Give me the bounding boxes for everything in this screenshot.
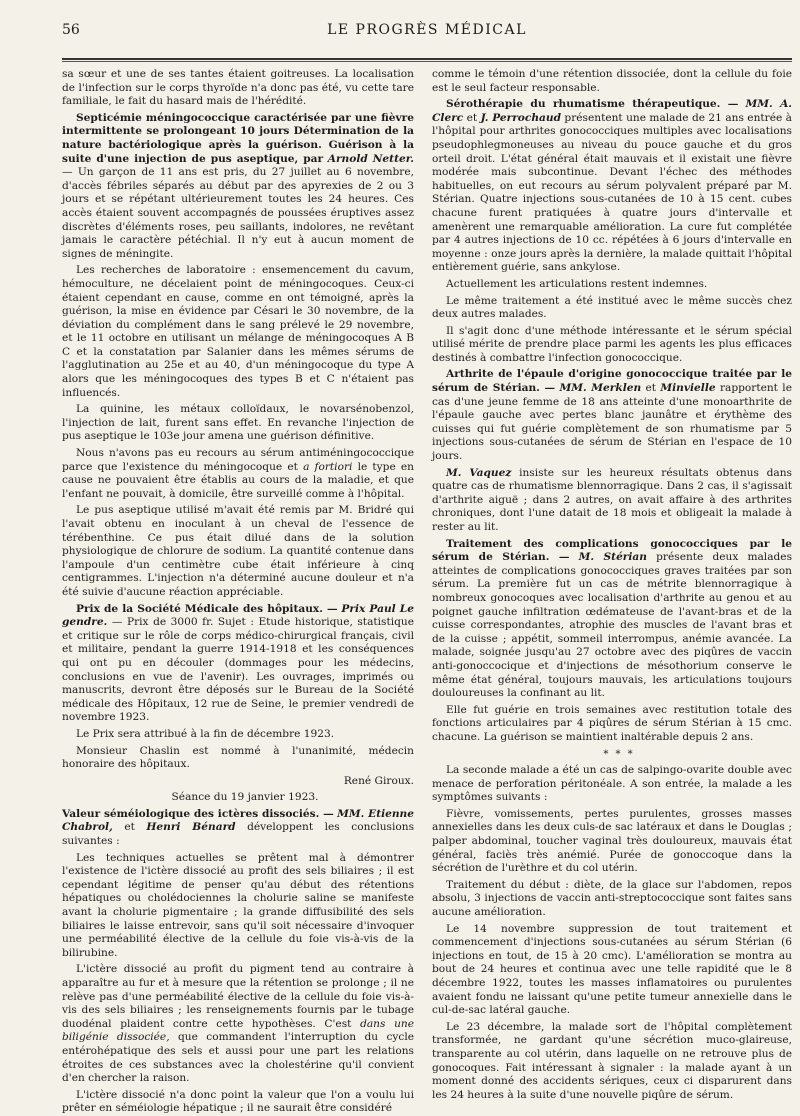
paragraph: La seconde malade a été un cas de salpingo-ovarite double avec menace de perforation péritonéale. A son entrée, la malade a les symptômes suivants : [432, 764, 792, 804]
page-header [62, 22, 792, 44]
paragraph: L'ictère dissocié au profit du pigment tend au contraire à apparaître au fur et à mesure que la rétention se prolonge ; il ne relève pas d'une perméabilité élective de la cellule du foie vis-à-vis des sels biliaires ; les renseignements fournis par le tubage duodénal plaident contre cette hypothèses. C'est dans une biligénie dissociée, que commandent l'interruption du cycle entérohépatique des sels et aussi pour une part les relations étroites de ces substances avec la cholestérine qu'il convient d'en chercher la raison. [62, 963, 415, 1085]
section-epaule: Arthrite de l'épaule d'origine gonococcique traitée par le sérum de Stérian. — MM. Merklen et Minvielle rapportent le cas d'une jeune femme de 18 ans atteinte d'une monoarthrite de l'épaule gauche avec pertes blanc jaunâtre et érythème des cuisses qui fut guérie complètement de son rhumatisme par 5 injections sous-cutanées de sérum de Stérian en l'espace de 10 jours. [432, 368, 792, 463]
paragraph: M. Vaquez insiste sur les heureux résultats obtenus dans quatre cas de rhumatisme blennorragique. Dans 2 cas, il s'agissait d'arthrite aiguë ; dans 2 autres, on avait affaire à des arthrites chroniques, dont l'une datait de 18 mois et obligeait la malade à rester au lit. [432, 466, 792, 533]
section-title: Prix de la Société Médicale des hôpitaux. — [76, 602, 338, 615]
section-text: développent les conclusions suivantes : [62, 821, 415, 848]
section-title: Sérothérapie du rhumatisme thérapeutique. — [446, 98, 739, 111]
paragraph: Le 14 novembre suppression de tout traitement et commencement d'injections sous-cutanées au sérum Stérian (6 injections en tout, de 15 à 20 cmc). L'amélioration se montra au bout de 24 heures et continua avec une telle rapidité que le 8 décembre 1922, toutes les masses inflamatoires ou purulentes avaient fondu ne laissant qu'une petite tumeur annexielle dans le cul-de-sac latéral gauche. [432, 922, 792, 1017]
author: MM. Etienne Chabrol, [62, 807, 414, 834]
section-separator: * * * [603, 748, 635, 760]
paragraph: Il s'agit donc d'une méthode intéressante et le sérum spécial utilisé mérite de prendre place parmi les agents les plus efficaces destinés à combattre l'infection gonococcique. [432, 324, 792, 364]
section-text: — Prix de 3000 fr. Sujet : Etude historique, statistique et critique sur le rôle de corps médico-chirurgical français, civil et militaire, pendant la guerre 1914-1918 et les conséquences qui ont pu en découler (dommages pour les médecins, conclusions en vue de l'avenir). Les ouvrages, imprimés ou manuscrits, devront être déposés sur le Bureau de la Société médicale des Hôpitaux, 12 rue de Seine, le premier vendredi de novembre 1923. [62, 616, 414, 724]
paragraph: La quinine, les métaux colloïdaux, le novarsénobenzol, l'injection de lait, furent sans effet. En revanche l'injection de pus aseptique le 103e jour amena une guérison définitive. [62, 403, 414, 443]
paragraph: Nous n'avons pas eu recours au sérum antiméningococcique parce que l'existence du méningocoque et a fortiori le type en cause ne pouvaient être établis au cours de la maladie, et que l'enfant ne pouvait, à domicile, être surveillé comme à l'hôpital. [62, 447, 414, 500]
author: MM. A. Clerc [432, 98, 792, 124]
paragraph: Fièvre, vomissements, pertes purulentes, grosses masses annexielles dans les deux culs-de sac latéraux et dans le Douglas ; palper abdominal, toucher vaginal très douloureux, mauvais état général, faciès très anémié. Purée de gonoccoque dans la sécrétion de l'urèthre et du col utérin. [432, 807, 792, 875]
author: Arnold Netter. [327, 152, 414, 165]
paragraph: Traitement du début : diète, de la glace sur l'abdomen, repos absolu, 3 injections de vaccin anti-streptococcique sont faites sans aucune amélioration. [432, 878, 792, 919]
header-rule-thin [62, 61, 792, 62]
paragraph: Monsieur Chaslin est nommé à l'unanimité, médecin honoraire des hôpitaux. [62, 744, 414, 771]
section-serotherapie: Sérothérapie du rhumatisme thérapeutique. — MM. A. Clerc et J. Perrochaud présentent une malade de 21 ans entrée à l'hôpital pour arthrites gonococciques multiples avec localisations pseudophlegmoneuses au niveau du pouce gauche et du gros orteil droit. L'état général était mauvais et il existait une fièvre modérée mais subcontinue. Devant l'échec des méthodes habituelles, on eut recours au sérum polyvalent préparé par M. Stérian. Quatre injections sous-cutanées de 10 à 15 cent. cubes chacune furent pratiquées à quatre jours d'intervalle et amenèrent une remarquable amélioration. La cure fut complétée par 4 autres injections de 10 cc. répétées à 6 jours d'intervalle en moyenne : onze jours après la dernière, la malade quittait l'hôpital entièrement guérie, sans ankylose. [432, 98, 792, 274]
page-number: 56 [62, 22, 80, 38]
seance-heading: Séance du 19 janvier 1923. [171, 791, 319, 804]
paragraph: Elle fut guérie en trois semaines avec restitution totale des fonctions articulaires par 4 piqûres de sérum Stérian à 15 cmc. chacune. La guérison se maintient inaltérable depuis 2 ans. [432, 703, 792, 743]
header-rule [62, 58, 792, 60]
paragraph: Les recherches de laboratoire : ensemencement du cavum, hémoculture, ne décelaient point de méningocoques. Ceux-ci étaient cependant en cause, comme en ont témoigné, après la guérison, la mise en évidence par Césari le 30 novembre, de la déviation du complément dans le sang prélevé le 29 novembre, et le 11 octobre en utilisant un mélange de méningocoques A B C et la constatation par Salanier dans les mêmes sérums de l'agglutination au 25e et au 40, d'un méningocoque du type A alors que les méningocoques des types B et C n'étaient pas influencés. [62, 264, 414, 399]
author: Minvielle [660, 382, 716, 395]
paragraph: L'ictère dissocié n'a donc point la valeur que l'on a voulu lui prêter en séméiologie hépatique ; il ne saurait être considéré [62, 1088, 414, 1115]
section-title: Septicémie méningococcique caractérisée par une fièvre intermittente se prolongeant 10 jours Détermination de la nature bactériologique après la guérison. Guérison à la suite d'une injection de pus aseptique, par [62, 111, 414, 165]
author: MM. Merklen [559, 382, 642, 395]
signature: René Giroux. [343, 774, 414, 787]
author: M. Vaquez [446, 466, 512, 479]
paragraph: sa sœur et une de ses tantes étaient goitreuses. La localisation de l'infection sur le corps thyroïde n'a donc pas été, vu cette tare familiale, le fait du hasard mais de l'hérédité. [62, 68, 414, 108]
paragraph: Le pus aseptique utilisé m'avait été remis par M. Bridré qui l'avait obtenu en inoculant à un cheval de l'essence de térébenthine. Ce pus était dilué dans de la solution physiologique de chlorure de sodium. La quantité contenue dans l'ampoule d'un centimètre cube était inférieure à cinq centigrammes. L'injection n'a déterminé aucune douleur et n'a été suivie d'aucune réaction appréciable. [62, 504, 414, 598]
author: J. Perrochaud [480, 111, 561, 124]
section-title: Arthrite de l'épaule d'origine gonococcique traitée par le sérum de Stérian. — [432, 368, 792, 395]
prize-name: Prix Paul Le gendre. [62, 602, 414, 629]
section-title: Traitement des complications gonococciques par le sérum de Stérian. — [432, 537, 792, 564]
paragraph: comme le témoin d'une rétention dissociée, dont la cellule du foie est le seul facteur responsable. [432, 68, 792, 94]
section-text: — Un garçon de 11 ans est pris, du 27 juillet au 6 novembre, d'accès fébriles séparés au début par des apyrexies de 2 ou 3 jours et se répétant ultérieurement toutes les 24 heures. Ces accès étaient souvent accompagnés de poussées éruptives assez discrètes d'éléments roses, peu saillants, indolores, ne revêtant jamais le caractère pétéchial. Il n'y eut à aucun moment de signes de méningite. [62, 166, 414, 260]
author: Henri Bénard [146, 821, 236, 834]
section-text: rapportent le cas d'une jeune femme de 18 ans atteinte d'une monoarthrite de l'épaule gauche avec pertes blanc jaunâtre et érythème des cuisses qui fut guérie complètement de son rhumatisme par 5 injections sous-cutanées de sérum de Stérian en l'espace de 10 jours. [432, 382, 792, 463]
section-text: présentent une malade de 21 ans entrée à l'hôpital pour arthrites gonococciques multiples avec localisations pseudophlegmoneuses au niveau du pouce gauche et du gros orteil droit. L'état général était mauvais et il existait une fièvre modérée mais subcontinue. Devant l'échec des méthodes habituelles, on eut recours au sérum polyvalent préparé par M. Stérian. Quatre injections sous-cutanées de 10 à 15 cent. cubes chacune furent pratiquées à quatre jours d'intervalle et amenèrent une remarquable amélioration. La cure fut complétée par 4 autres injections de 10 cc. répétées à 6 jours d'intervalle en moyenne : onze jours après la dernière, la malade quittait l'hôpital entièrement guérie, sans ankylose. [432, 111, 792, 274]
running-title: LE PROGRÈS MÉDICAL [327, 22, 527, 38]
left-column [62, 68, 415, 1115]
section-ictere: Valeur séméiologique des ictères dissociés. — MM. Etienne Chabrol, et Henri Bénard développent les conclusions suivantes : [62, 807, 415, 848]
section-septicemie [62, 112, 414, 262]
section-complications [432, 538, 792, 701]
section-text: présente deux malades atteintes de complications gonococciques graves traitées par son sérum. La première fut un cas de métrite blennorragique à nombreux gonocoques avec localisation d'arthrite au genou et au poignet gauche infiltration œdémateuse de l'avant-bras et de la cuisse correspondantes, atrophie des muscles de l'avant bras et de la cuisse ; appétit, sommeil interrompus, anémie avancée. La malade, soignée jusqu'au 27 octobre avec des piqûres de vaccin anti-gonoccocique et d'injections de mésothorium conserve le même état général, toujours mauvais, les articulations toujours douloureuses la confinant au lit. [432, 551, 793, 700]
paragraph: Le 23 décembre, la malade sort de l'hôpital complètement transformée, ne gardant qu'une sécrétion muco-glaireuse, transparente au col utérin, dans laquelle on ne retrouve plus de gonocoques. Fait intéressant à signaler : la malade ayant à un moment donné des accidents sériques, ceux ci disparurent dans les 24 heures à la suite d'une nouvelle piqûre de sérum. [432, 1020, 792, 1101]
section-title: Valeur séméiologique des ictères dissociés. — [62, 807, 334, 820]
paragraph: Le Prix sera attribué à la fin de décembre 1923. [76, 727, 335, 740]
section-prix [62, 603, 414, 725]
paragraph: Le même traitement a été institué avec le même succès chez deux autres malades. [432, 294, 792, 321]
author: M. Stérian [578, 551, 647, 564]
paragraph: Les techniques actuelles se prêtent mal à démontrer l'existence de l'ictère dissocié au profit des sels biliaires ; il est cependant légitime de penser qu'au début des rétentions hépatiques ou cholédociennes la cholurie saline se manifeste avant la cholurie pigmentaire ; la grande diffusibilité des sels biliaires le laisse entrevoir, sans qu'il soit nécessaire d'invoquer une perméabilité élective de la cellule du foie vis-à-vis de la bilirubine. [62, 851, 414, 959]
right-column [432, 68, 793, 1101]
paragraph: Actuellement les articulations restent indemnes. [446, 277, 708, 290]
